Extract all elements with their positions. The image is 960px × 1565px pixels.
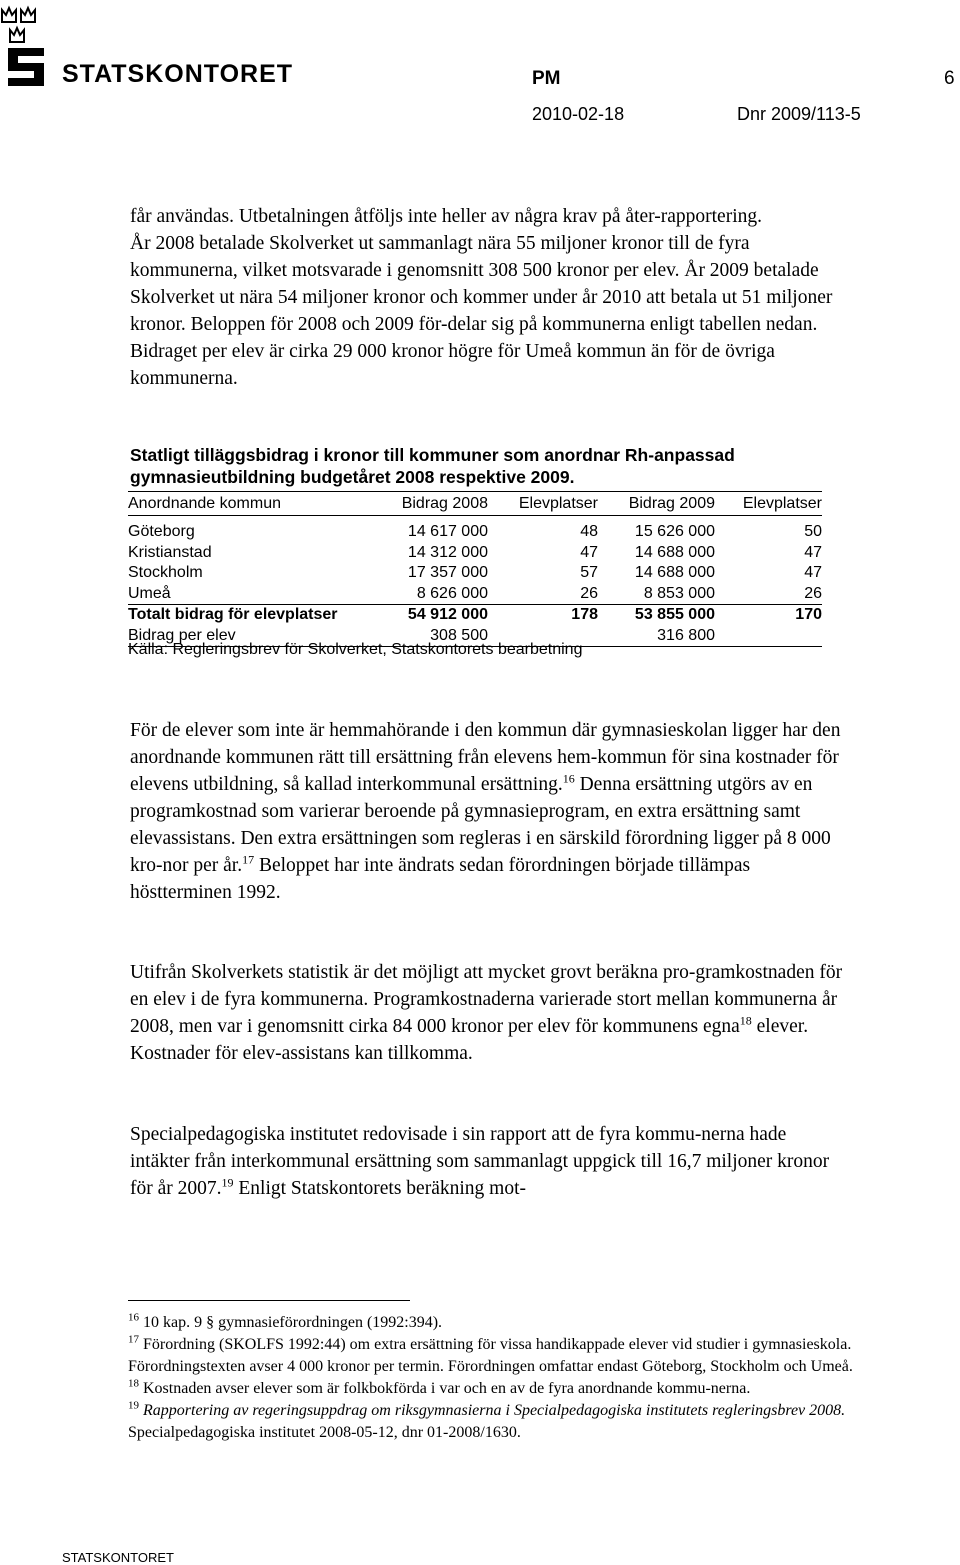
footnote-number: 17 — [128, 1333, 139, 1346]
table-cell: 17 357 000 — [407, 564, 488, 582]
table-cell: 14 688 000 — [634, 543, 715, 561]
footnotes — [128, 1312, 858, 1444]
footnote-16 — [128, 1312, 858, 1334]
column-header: Anordnande kommun — [128, 492, 380, 516]
table-source: Källa: Regleringsbrev för Skolverket, Statskontorets bearbetning — [128, 641, 583, 658]
footnote-ref: 19 — [221, 1175, 234, 1190]
table-cell — [715, 626, 822, 647]
table-cell: 47 — [804, 564, 822, 582]
table-cell: 53 855 000 — [598, 605, 715, 626]
footnote-17 — [128, 1334, 858, 1378]
table-cell: 47 — [804, 543, 822, 561]
table-cell: 26 — [804, 584, 822, 602]
table-cell: 8 853 000 — [643, 584, 715, 602]
table-cell: Stockholm — [128, 564, 203, 582]
table-header-row — [128, 492, 822, 516]
doc-date: 2010-02-18 — [532, 104, 625, 124]
text-span: Enligt Statskontorets beräkning mot- — [233, 1178, 526, 1199]
column-header: Bidrag 2008 — [380, 492, 488, 516]
text-span: Specialpedagogiska institutet redovisade i sin rapport att de fyra kommu-nerna hade intäkter från interkommunal ersättning som sammanlagt uppgick till 16,7 miljoner kronor för år 2007. — [130, 1124, 830, 1199]
footnote-number: 19 — [128, 1399, 139, 1412]
table-cell: 50 — [804, 523, 822, 541]
footnote-title: Rapportering av regeringsuppdrag om riksgymnasierna i Specialpedagogiska institutets regleringsbrev 2008. — [139, 1402, 846, 1419]
text-span: Beloppet har inte ändrats sedan förordningen började tillämpas höstterminen 1992. — [130, 855, 751, 903]
doc-type: PM — [532, 68, 561, 89]
table-cell: 14 312 000 — [407, 543, 488, 561]
column-header: Elevplatser — [488, 492, 598, 516]
brand-name: STATSKONTORET — [62, 60, 294, 88]
table-row — [128, 522, 822, 543]
crown-s-emblem-icon — [0, 0, 60, 95]
statskontoret-logo — [0, 0, 330, 95]
table-cell: 47 — [580, 543, 598, 561]
table-caption: Statligt tilläggsbidrag i kronor till kommuner som anordnar Rh-anpassad gymnasieutbildning budgetåret 2008 respektive 2009. — [130, 445, 735, 487]
table-cell: 14 688 000 — [634, 564, 715, 582]
table-cell: 308 500 — [380, 626, 488, 647]
table-cell: Bidrag per elev — [128, 626, 380, 647]
table-cell: 26 — [580, 584, 598, 602]
table-cell: 15 626 000 — [634, 523, 715, 541]
table-cell: 8 626 000 — [416, 584, 488, 602]
footnote-text: 10 kap. 9 § gymnasieförordningen (1992:394). — [139, 1314, 443, 1331]
table-cell: Totalt bidrag för elevplatser — [128, 605, 380, 626]
table-cell: 48 — [580, 523, 598, 541]
footnote-separator — [128, 1300, 410, 1301]
paragraph-5 — [130, 1121, 850, 1202]
paragraph-3 — [130, 717, 850, 906]
footnote-ref: 16 — [562, 771, 575, 786]
footnote-number: 16 — [128, 1311, 139, 1324]
footnote-text: Förordning (SKOLFS 1992:44) om extra ersättning för vissa handikappade elever vid studier i gymnasieskola. Förordningstexten avser 4 000 kronor per termin. Förordningen omfattar endast Göteborg, Stockholm och Umeå. — [128, 1336, 853, 1375]
table-cell: 316 800 — [598, 626, 715, 647]
paragraph-4 — [130, 959, 850, 1067]
page-number: 6 — [944, 68, 955, 89]
footnote-number: 18 — [128, 1377, 139, 1390]
column-header: Elevplatser — [715, 492, 822, 516]
paragraph-1: får användas. Utbetalningen åtföljs inte heller av några krav på åter-rapportering. — [130, 206, 762, 227]
footnote-text: Kostnaden avser elever som är folkbokförda i var och en av de fyra anordnande kommu-nerna. — [139, 1380, 751, 1397]
footer-brand: STATSKONTORET — [62, 1550, 174, 1565]
table-total-row — [128, 605, 822, 626]
table-row — [128, 584, 822, 605]
table-cell: 178 — [488, 605, 598, 626]
column-header: Bidrag 2009 — [598, 492, 715, 516]
table-row — [128, 563, 822, 584]
text-span: elever. Kostnader för elev-assistans kan tillkomma. — [130, 1016, 809, 1064]
table-cell: 57 — [580, 564, 598, 582]
subsidy-table — [128, 491, 822, 647]
text-span: För de elever som inte är hemmahörande i den kommun där gymnasieskolan ligger har den anordnande kommunen rätt till ersättning från elevens hem-kommun för sina kostnader för elevens utbildning, så kallad interkommunal ersättning. — [130, 720, 841, 795]
doc-dnr: Dnr 2009/113-5 — [737, 104, 861, 124]
table-cell: Kristianstad — [128, 543, 212, 561]
intro-text — [130, 203, 850, 392]
table-row — [128, 543, 822, 564]
table-cell: 54 912 000 — [380, 605, 488, 626]
text-span: Denna ersättning utgörs av en programkostnad som varierar beroende på gymnasieprogram, en extra ersättning samt elevassistans. Den extra ersättningen som regleras i en särskild förordning ligger på 8 000 kro-nor per år. — [130, 774, 831, 876]
paragraph-2: År 2008 betalade Skolverket ut sammanlagt nära 55 miljoner kronor till de fyra kommunerna, vilket motsvarade i genomsnitt 308 500 kronor per elev. År 2009 betalade Skolverket ut nära 54 miljoner kronor och kommer under år 2010 att betala ut 51 miljoner kronor. Beloppen för 2008 och 2009 för-delar sig på kommunerna enligt tabellen nedan. Bidraget per elev är cirka 29 000 kronor högre för Umeå kommun än för de övriga kommunerna. — [130, 233, 833, 389]
footnote-18 — [128, 1378, 858, 1400]
table-cell: 14 617 000 — [407, 523, 488, 541]
footnote-19 — [128, 1400, 858, 1444]
footnote-ref: 17 — [242, 852, 255, 867]
table-cell: Göteborg — [128, 523, 195, 541]
text-span: Utifrån Skolverkets statistik är det möjligt att mycket grovt beräkna pro-gramkostnaden för en elev i de fyra kommunerna. Programkostnaderna varierade stort mellan kommunerna år 2008, men var i genomsnitt cirka 84 000 kronor per elev för kommunens egna — [130, 962, 843, 1037]
table-cell: 170 — [715, 605, 822, 626]
table-cell: Umeå — [128, 584, 171, 602]
footnote-text: Specialpedagogiska institutet 2008-05-12, dnr 01-2008/1630. — [128, 1424, 521, 1441]
footnote-ref: 18 — [739, 1013, 752, 1028]
